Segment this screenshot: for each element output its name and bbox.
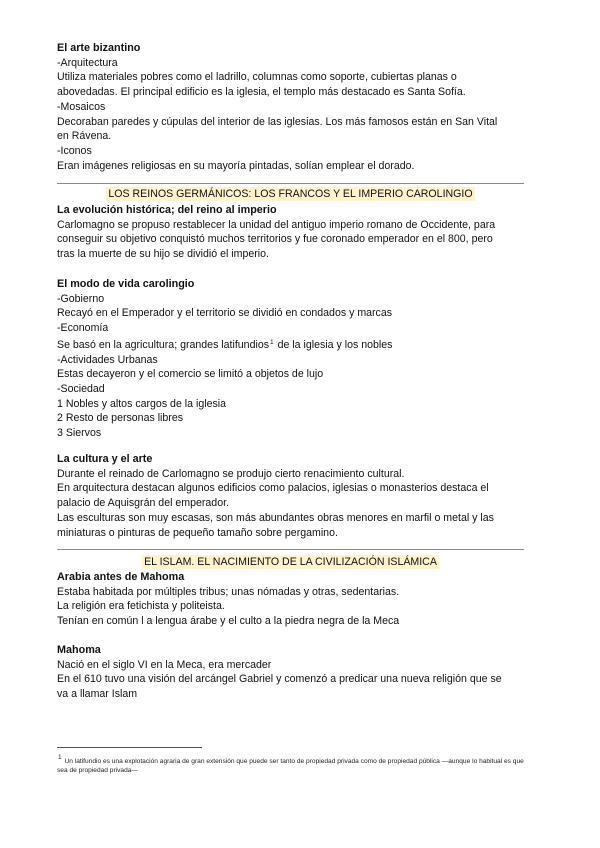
text-line: Carlomagno se propuso restablecer la unidad del antiguo imperio romano de Occidente, para (57, 218, 496, 231)
carolingian-life-section (57, 277, 527, 441)
text-line: -Iconos (57, 144, 92, 157)
mahoma-heading: Mahoma (57, 644, 101, 656)
footnote-number: 1 (58, 754, 62, 761)
arabia-section (57, 570, 527, 629)
text-line: La religión era fetichista y politeista. (57, 600, 225, 613)
text-line: Estaba habitada por múltiples tribus; unas nómadas y otras, sedentarias. (57, 585, 400, 598)
byzantine-section (57, 41, 527, 173)
economy-text-start: Se basó en la agricultura; grandes latifundios (57, 338, 270, 351)
text-line: -Arquitectura (57, 56, 118, 69)
culture-section (57, 452, 527, 540)
section-divider (57, 549, 524, 550)
footnote-separator (57, 747, 202, 748)
culture-heading: La cultura y el arte (57, 453, 153, 465)
text-line: En el 610 tuvo una visión del arcángel Gabriel y comenzó a predicar una nueva religión que se (57, 673, 502, 686)
text-line: Tenían en común l a lengua árabe y el culto a la piedra negra de la Meca (57, 615, 400, 628)
text-line: Estas decayeron y el comercio se limitó a objetos de lujo (57, 368, 324, 381)
text-line: palacio de Aquisgrán del emperador. (57, 497, 229, 510)
text-line: -Actividades Urbanas (57, 353, 158, 366)
text-line: Utiliza materiales pobres como el ladrillo, columnas como soporte, cubiertas planas o (57, 71, 457, 84)
text-line: en Rávena. (57, 130, 112, 143)
section-divider (57, 183, 524, 184)
arabia-heading: Arabia antes de Mahoma (57, 571, 185, 583)
byzantine-heading: El arte bizantino (57, 42, 141, 54)
text-line: va a llamar Islam (57, 688, 138, 701)
text-line: Durante el reinado de Carlomagno se produjo cierto renacimiento cultural. (57, 467, 405, 480)
evolution-heading: La evolución histórica; del reino al imperio (57, 204, 277, 216)
footnote (57, 753, 527, 775)
text-line: Eran imágenes religiosas en su mayoría pintadas, solían emplear el dorado. (57, 159, 415, 172)
text-line: En arquitectura destacan algunos edificios como palacios, iglesias o monasterios destaca el (57, 482, 489, 495)
text-line: Las esculturas son muy escasas, son más abundantes obras menores en marfil o metal y las (57, 511, 494, 524)
economy-text-end: de la iglesia y los nobles (274, 338, 393, 351)
text-line: 1 Nobles y altos cargos de la iglesia (57, 397, 227, 410)
text-line: -Sociedad (57, 382, 105, 395)
text-line: conseguir su objetivo conquistó muchos territorios y fue coronado emperador en el 800, pero (57, 233, 493, 246)
text-line: 2 Resto de personas libres (57, 412, 184, 425)
islam-banner (57, 555, 524, 570)
life-heading: El modo de vida carolingio (57, 278, 195, 290)
text-line: -Economía (57, 322, 109, 335)
islam-banner-text: EL ISLAM. EL NACIMIENTO DE LA CIVILIZACIÓN ISLÁMICA (144, 556, 437, 568)
economy-line (57, 336, 527, 353)
text-line: -Mosaicos (57, 100, 106, 113)
germanic-banner (57, 187, 524, 202)
footnote-text: Un latifundio es una explotación agraria de gran extensión que puede ser tanto de propiedad privada como de propiedad pública —aunque lo habitual es que sea de propiedad privada— (57, 758, 524, 774)
text-line: Decoraban paredes y cúpulas del interior de las iglesias. Los más famosos están en San Vital (57, 115, 498, 128)
text-line: abovedadas. El principal edificio es la iglesia, el templo más destacado es Santa Sofía. (57, 86, 466, 99)
evolution-section (57, 203, 527, 262)
text-line: Recayó en el Emperador y el territorio se dividió en condados y marcas (57, 307, 393, 320)
text-line: Nació en el siglo VI en la Meca, era mercader (57, 658, 272, 671)
mahoma-section (57, 643, 527, 702)
text-line: 3 Siervos (57, 427, 102, 440)
footnote-reference[interactable]: 1 (270, 338, 274, 346)
text-line: -Gobierno (57, 292, 105, 305)
germanic-banner-text: LOS REINOS GERMÁNICOS: LOS FRANCOS Y EL IMPERIO CAROLINGIO (108, 188, 473, 200)
text-line: miniaturas o pinturas de pequeño tamaño sobre pergamino. (57, 526, 338, 539)
text-line: tras la muerte de su hijo se dividió el imperio. (57, 248, 269, 261)
